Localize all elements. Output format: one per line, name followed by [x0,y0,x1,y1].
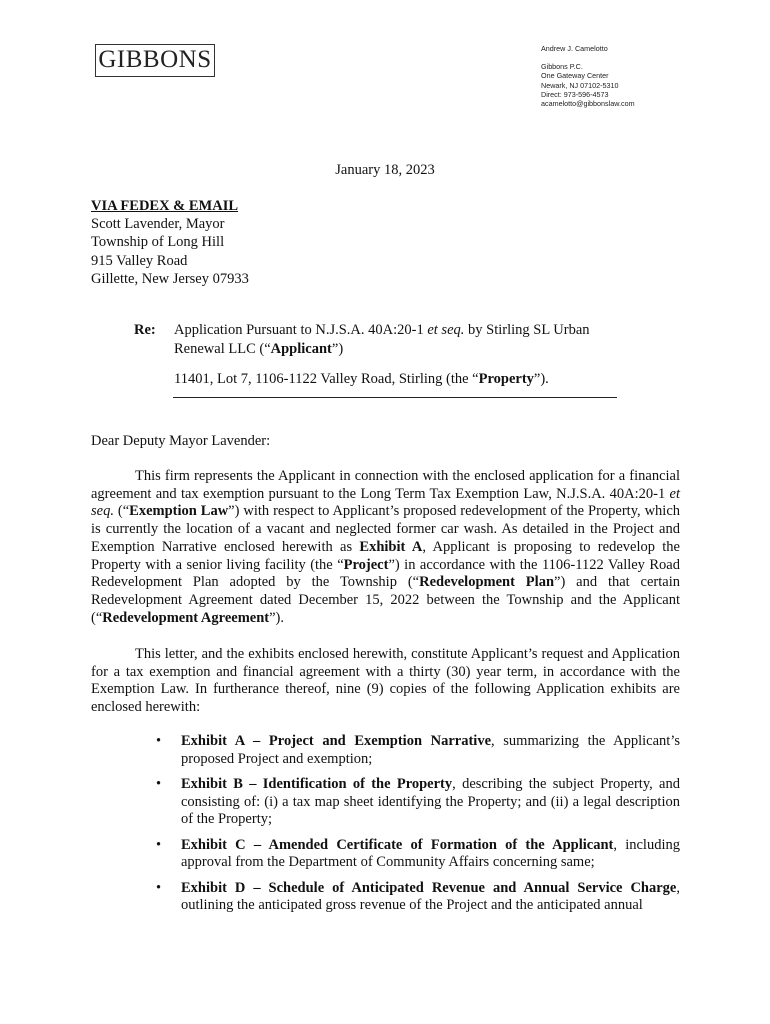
recipient-block [91,197,249,288]
list-item: • Exhibit A – Project and Exemption Narrative, summarizing the Applicant’s proposed Project and exemption; [146,733,680,768]
re-subject-line-2: 11401, Lot 7, 1106-1122 Valley Road, Stirling (the “Property”). [174,371,549,387]
re-subject-line-1: Application Pursuant to N.J.S.A. 40A:20-1 et seq. by Stirling SL Urban Renewal LLC (“Applicant”) [174,322,590,357]
recipient-line: Township of Long Hill [91,234,225,251]
sender-address-2: Newark, NJ 07102-5310 [541,80,619,90]
recipient-line: Scott Lavender, Mayor [91,216,225,233]
exhibit-list [146,733,680,923]
gibbons-logo: GIBBONS [95,44,215,77]
recipient-line: 915 Valley Road [91,252,188,269]
body-paragraph-2: This letter, and the exhibits enclosed herewith, constitute Applicant’s request and Application for a tax exemption and financial agreement with a thirty (30) year term, in accordance with the Exemption Law. In furtherance thereof, nine (9) copies of the following Application exhibits are enclosed herewith: [91,646,680,716]
sender-name: Andrew J. Camelotto [541,44,608,53]
salutation: Dear Deputy Mayor Lavender: [91,433,271,449]
list-item: • Exhibit D – Schedule of Anticipated Revenue and Annual Service Charge, outlining the anticipated gross revenue of the Project and the anticipated annual [146,880,680,915]
delivery-method: VIA FEDEX & EMAIL [91,198,239,214]
sender-firm: Gibbons P.C. [541,62,583,72]
sender-email: acamelotto@gibbonslaw.com [541,99,635,109]
letter-date: January 18, 2023 [335,162,435,178]
re-subject [174,321,624,389]
re-label: Re: [134,322,156,338]
sender-block [541,44,635,108]
recipient-line: Gillette, New Jersey 07933 [91,270,249,287]
sender-address-1: One Gateway Center [541,71,609,81]
sender-direct-phone: Direct: 973-596-4573 [541,89,609,99]
list-item: • Exhibit C – Amended Certificate of Formation of the Applicant, including approval from the Department of Community Affairs concerning same; [146,837,680,872]
re-underline-divider [173,397,617,398]
list-item: • Exhibit B – Identification of the Property, describing the subject Property, and consisting of: (i) a tax map sheet identifying the Property; and (ii) a legal description of the Property; [146,776,680,829]
body-paragraph-1: This firm represents the Applicant in connection with the enclosed application for a financial agreement and tax exemption pursuant to the Long Term Tax Exemption Law, N.J.S.A. 40A:20-1 et seq. (“Exemption Law”) with respect to Applicant’s proposed redevelopment of the Property, which is currently the location of a vacant and neglected former car wash. As detailed in the Project and Exemption Narrative enclosed herewith as Exhibit A, Applicant is proposing to redevelop the Property with a senior living facility (the “Project”) in accordance with the 1106-1122 Valley Road Redevelopment Plan adopted by the Township (“Redevelopment Plan”) and that certain Redevelopment Agreement dated December 15, 2022 between the Township and the Applicant (“Redevelopment Agreement”). [91,468,681,626]
